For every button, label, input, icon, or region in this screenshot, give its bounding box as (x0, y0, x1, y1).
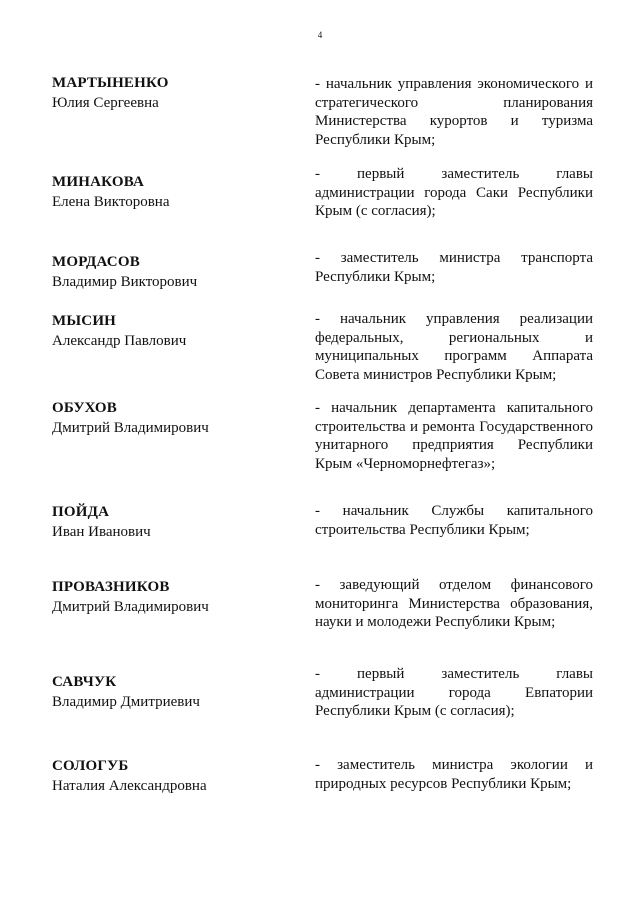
member-name (52, 756, 292, 796)
member-surname: САВЧУК (52, 674, 117, 690)
member-position: - первый заместитель главы администрации города Евпатории Республики Крым (с согласия); (315, 666, 593, 719)
member-name (52, 398, 292, 438)
member-given-names: Наталия Александровна (52, 778, 207, 794)
member-given-names: Елена Викторовна (52, 194, 170, 210)
member-name (52, 73, 292, 113)
member-name (52, 577, 292, 617)
member-surname: МАРТЫНЕНКО (52, 75, 169, 91)
page-number: 4 (317, 30, 323, 40)
member-given-names: Дмитрий Владимирович (52, 599, 209, 615)
member-position: - заведующий отделом финансового мониторинга Министерства образования, науки и молодежи Республики Крым; (315, 577, 593, 630)
member-surname: СОЛОГУБ (52, 758, 129, 774)
member-position: - первый заместитель главы администрации города Саки Республики Крым (с согласия); (315, 166, 593, 219)
member-position: - начальник Службы капитального строительства Республики Крым; (315, 503, 593, 538)
member-surname: ОБУХОВ (52, 400, 118, 416)
member-position: - начальник управления экономического и стратегического планирования Министерства курортов и туризма Республики Крым; (315, 76, 593, 148)
member-given-names: Владимир Дмитриевич (52, 694, 200, 710)
member-surname: ПРОВАЗНИКОВ (52, 579, 170, 595)
member-position: - заместитель министра транспорта Республики Крым; (315, 250, 593, 285)
member-name (52, 672, 292, 712)
member-given-names: Юлия Сергеевна (52, 95, 159, 111)
member-surname: МЫСИН (52, 313, 117, 329)
member-name (52, 172, 292, 212)
member-position: - заместитель министра экологии и природных ресурсов Республики Крым; (315, 757, 593, 792)
member-given-names: Владимир Викторович (52, 274, 198, 290)
member-surname: ПОЙДА (52, 504, 110, 520)
member-surname: МИНАКОВА (52, 174, 144, 190)
member-given-names: Александр Павлович (52, 333, 187, 349)
member-surname: МОРДАСОВ (52, 254, 140, 270)
member-name (52, 252, 292, 292)
member-given-names: Дмитрий Владимирович (52, 420, 209, 436)
member-position: - начальник управления реализации федеральных, региональных и муниципальных программ Аппарата Совета министров Республики Крым; (315, 311, 593, 383)
member-given-names: Иван Иванович (52, 524, 151, 540)
member-name (52, 311, 292, 351)
member-position: - начальник департамента капитального строительства и ремонта Государственного унитарного предприятия Республики Крым «Черноморнефтегаз»; (315, 400, 593, 472)
member-name (52, 502, 292, 542)
